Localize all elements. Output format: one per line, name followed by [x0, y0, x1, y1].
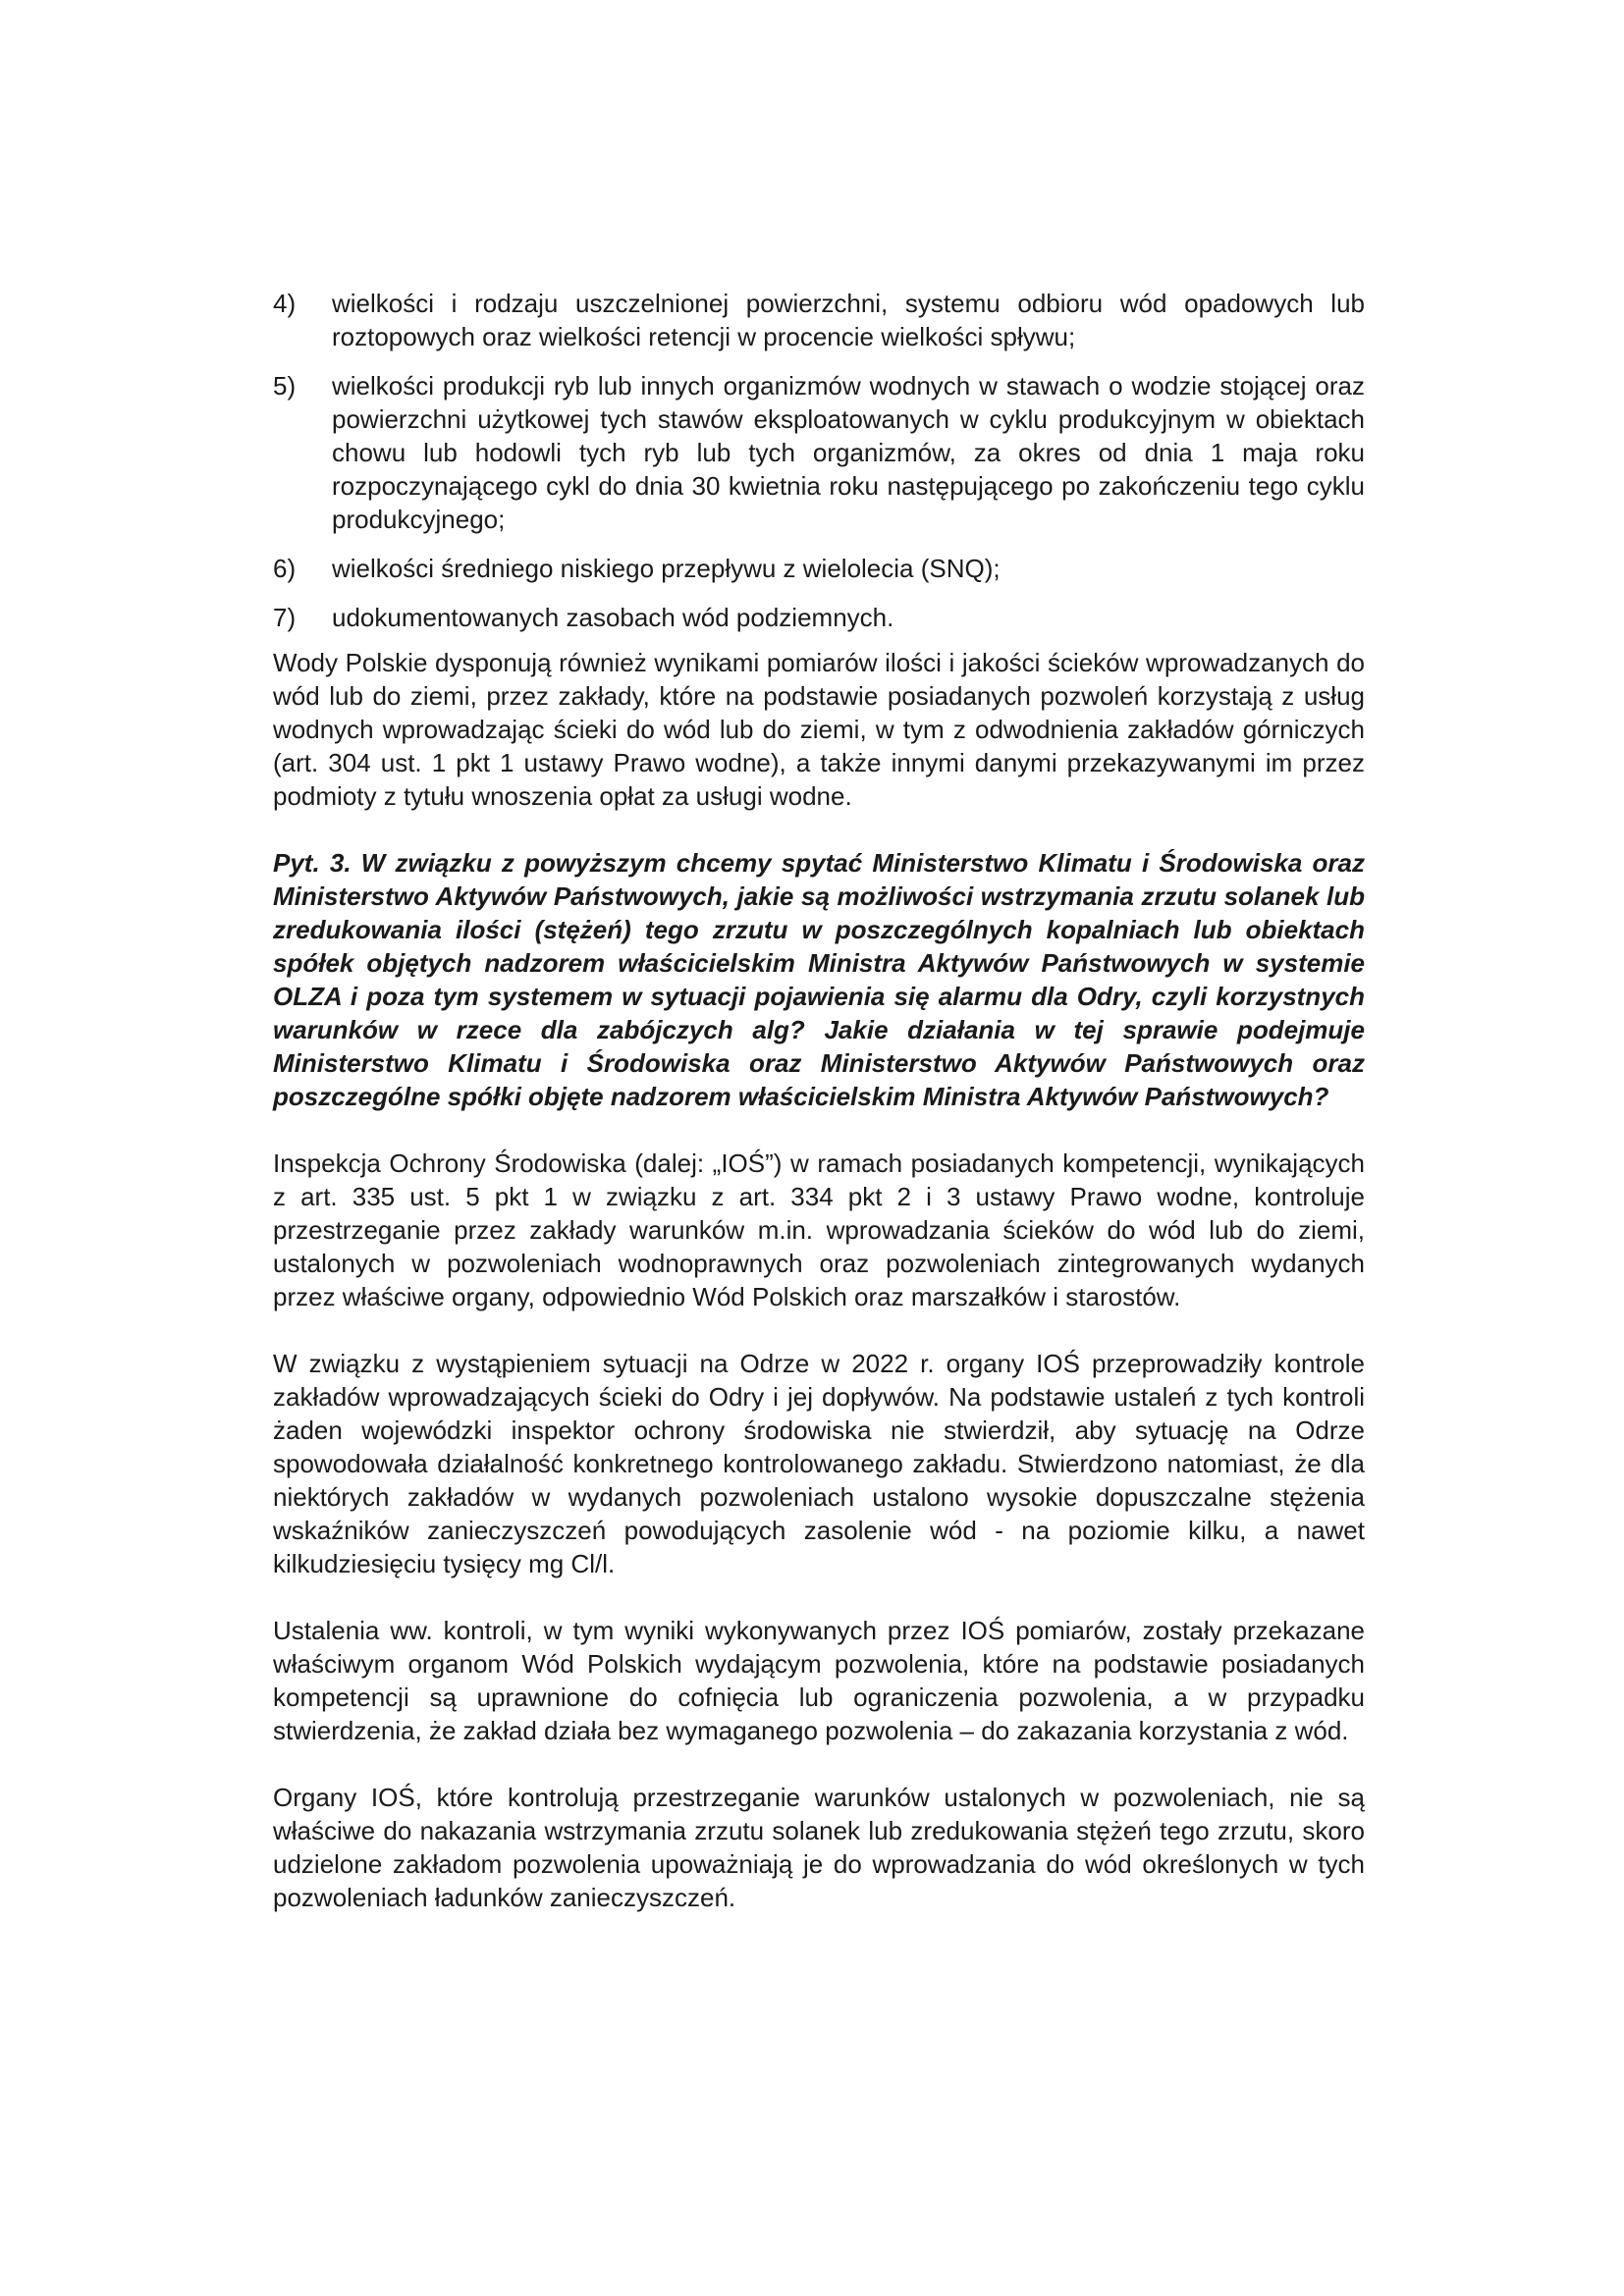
list-item-number: 7)	[273, 603, 297, 632]
list-item-number: 4)	[273, 289, 297, 318]
list-item	[273, 601, 1365, 634]
document-page	[273, 287, 1365, 1948]
question-3: Pyt. 3. W związku z powyższym chcemy spytać Ministerstwo Klimatu i Środowiska oraz Ministerstwo Aktywów Państwowych, jakie są możliwości wstrzymania zrzutu solanek lub zredukowania ilości (stężeń) tego zrzutu w poszczególnych kopalniach lub obiektach spółek objętych nadzorem właścicielskim Ministra Aktywów Państwowych w systemie OLZA i poza tym systemem w sytuacji pojawienia się alarmu dla Odry, czyli korzystnych warunków w rzece dla zabójczych alg? Jakie działania w tej sprawie podejmuje Ministerstwo Klimatu i Środowiska oraz Ministerstwo Aktywów Państwowych oraz poszczególne spółki objęte nadzorem właścicielskim Ministra Aktywów Państwowych?	[273, 848, 1365, 1111]
paragraph-ios-authority: Organy IOŚ, które kontrolują przestrzeganie warunków ustalonych w pozwoleniach, nie są właściwe do nakazania wstrzymania zrzutu solanek lub zredukowania stężeń tego zrzutu, skoro udzielone zakładom pozwolenia upoważniają je do wprowadzania do wód określonych w tych pozwoleniach ładunków zanieczyszczeń.	[273, 1783, 1365, 1912]
paragraph-ios-competence: Inspekcja Ochrony Środowiska (dalej: „IOŚ”) w ramach posiadanych kompetencji, wynikających z art. 335 ust. 5 pkt 1 w związku z art. 334 pkt 2 i 3 ustawy Prawo wodne, kontroluje przestrzeganie przez zakłady warunków m.in. wprowadzania ścieków do wód lub do ziemi, ustalonych w pozwoleniach wodnoprawnych oraz pozwoleniach zintegrowanych wydanych przez właściwe organy, odpowiednio Wód Polskich oraz marszałków i starostów.	[273, 1148, 1365, 1311]
list-item-number: 5)	[273, 371, 297, 400]
list-item-text: wielkości średniego niskiego przepływu z wielolecia (SNQ);	[332, 554, 1001, 583]
list-item	[273, 287, 1365, 353]
list-item	[273, 369, 1365, 536]
paragraph-odra-controls: W związku z wystąpieniem sytuacji na Odrze w 2022 r. organy IOŚ przeprowadziły kontrole zakładów wprowadzających ścieki do Odry i jej dopływów. Na podstawie ustaleń z tych kontroli żaden wojewódzki inspektor ochrony środowiska nie stwierdził, aby sytuację na Odrze spowodowała działalność konkretnego kontrolowanego zakładu. Stwierdzono natomiast, że dla niektórych zakładów w wydanych pozwoleniach ustalono wysokie dopuszczalne stężenia wskaźników zanieczyszczeń powodujących zasolenie wód - na poziomie kilku, a nawet kilkudziesięciu tysięcy mg Cl/l.	[273, 1349, 1365, 1578]
paragraph-control-findings: Ustalenia ww. kontroli, w tym wyniki wykonywanych przez IOŚ pomiarów, zostały przekazane właściwym organom Wód Polskich wydającym pozwolenia, które na podstawie posiadanych kompetencji są uprawnione do cofnięcia lub ograniczenia pozwolenia, a w przypadku stwierdzenia, że zakład działa bez wymaganego pozwolenia – do zakazania korzystania z wód.	[273, 1616, 1365, 1745]
list-item-text: wielkości produkcji ryb lub innych organizmów wodnych w stawach o wodzie stojącej oraz powierzchni użytkowej tych stawów eksploatowanych w cyklu produkcyjnym w obiektach chowu lub hodowli tych ryb lub tych organizmów, za okres od dnia 1 maja roku rozpoczynającego cykl do dnia 30 kwietnia roku następującego po zakończeniu tego cyklu produkcyjnego;	[332, 371, 1365, 534]
list-item-text: wielkości i rodzaju uszczelnionej powierzchni, systemu odbioru wód opadowych lub roztopowych oraz wielkości retencji w procencie wielkości spływu;	[332, 289, 1365, 351]
list-item-text: udokumentowanych zasobach wód podziemnych.	[332, 603, 894, 632]
numbered-list	[273, 287, 1365, 634]
list-item	[273, 552, 1365, 585]
paragraph-wody-polskie: Wody Polskie dysponują również wynikami pomiarów ilości i jakości ścieków wprowadzanych do wód lub do ziemi, przez zakłady, które na podstawie posiadanych pozwoleń korzystają z usług wodnych wprowadzając ścieki do wód lub do ziemi, w tym z odwodnienia zakładów górniczych (art. 304 ust. 1 pkt 1 ustawy Prawo wodne), a także innymi danymi przekazywanymi im przez podmioty z tytułu wnoszenia opłat za usługi wodne.	[273, 648, 1365, 811]
list-item-number: 6)	[273, 554, 297, 583]
